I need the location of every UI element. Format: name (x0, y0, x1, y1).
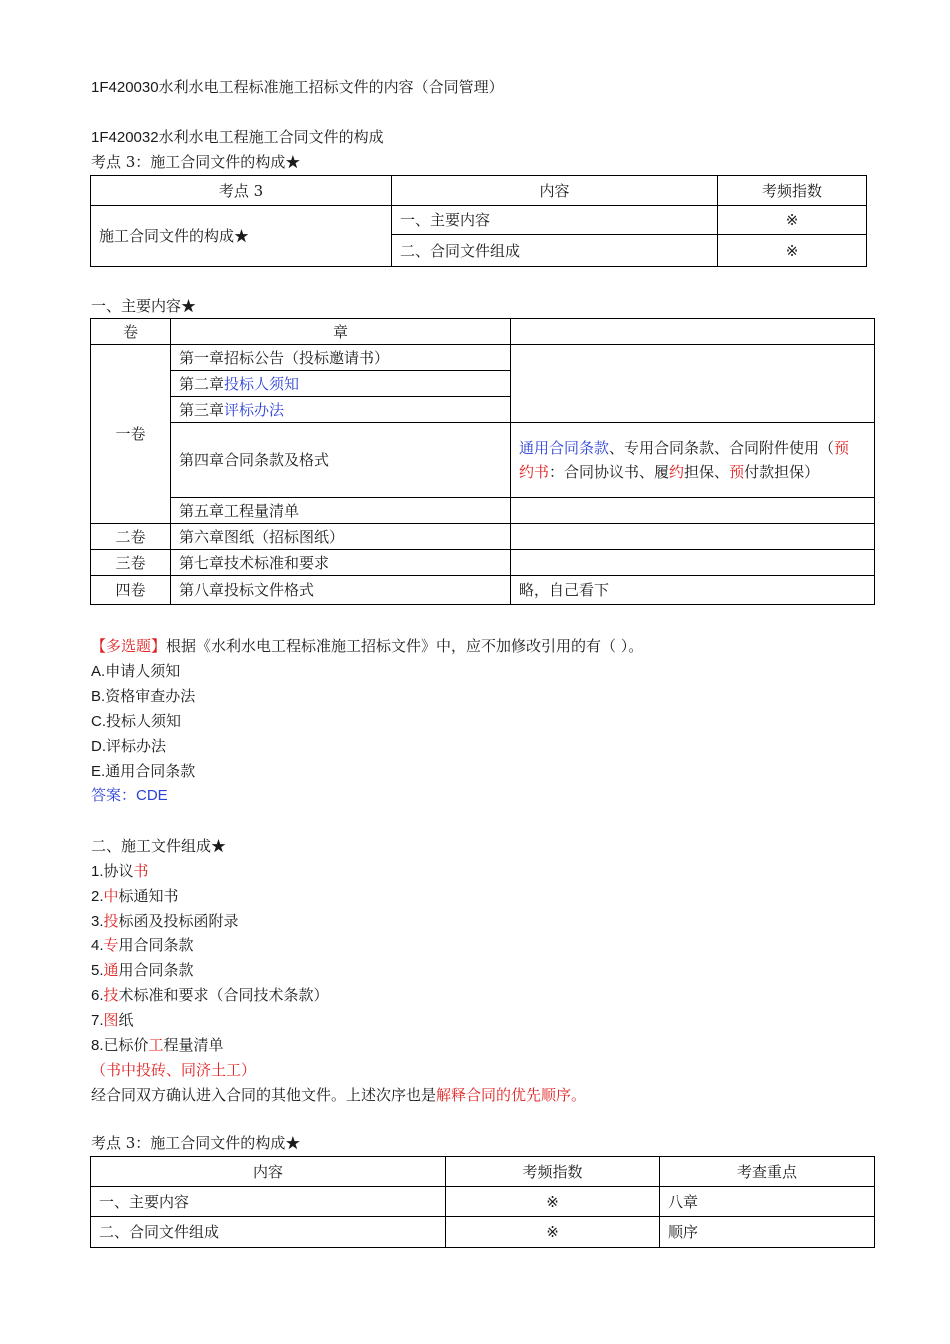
table-kaodian (90, 175, 867, 267)
chapter-2 (171, 371, 511, 397)
table-header-row (91, 319, 875, 345)
th-content: 内容 (91, 1157, 446, 1187)
option-text: 投标人须知 (106, 712, 182, 730)
table-row (91, 1217, 875, 1248)
note-empty (511, 345, 875, 423)
chapter-3-prefix: 第三章 (179, 400, 225, 419)
list-item (91, 960, 194, 981)
item-post: 程量清单 (163, 1036, 224, 1054)
chapter-2-prefix: 第二章 (179, 374, 225, 393)
question-text: 根据《水利水电工程标准施工招标文件》中，应不加修改引用的有（ ）。 (166, 637, 644, 655)
table-summary (90, 1156, 875, 1248)
list-item (91, 985, 329, 1006)
note-text-1: 、专用合同条款、合同附件使用（ (609, 439, 835, 457)
chapter-2-highlight: 投标人须知 (224, 374, 300, 393)
note-text-4: 付款担保） (744, 463, 820, 481)
th-freq: 考频指数 (718, 176, 867, 206)
chapter-5: 第五章工程量清单 (171, 498, 511, 524)
table-row (91, 524, 875, 550)
item-highlight: 专 (103, 936, 119, 954)
item-post: 标通知书 (118, 887, 179, 905)
heading-1-text: 水利水电工程标准施工招标文件的内容（合同管理） (158, 78, 504, 96)
th-freq: 考频指数 (446, 1157, 660, 1187)
kaodian-title-1: 考点 3：施工合同文件的构成★ (91, 153, 301, 171)
list-item (91, 1035, 224, 1056)
table-row (91, 498, 875, 524)
item-highlight: 投 (103, 912, 119, 930)
item-highlight: 中 (103, 887, 119, 905)
option-c (91, 711, 181, 732)
item-num: 4. (91, 937, 104, 954)
note-hl-yu: 预 (729, 463, 745, 481)
table-row (91, 345, 875, 371)
option-text: 评标办法 (106, 737, 167, 755)
list-item (91, 886, 179, 907)
option-a (91, 661, 180, 682)
table-row (91, 550, 875, 576)
th-chapter: 章 (171, 319, 511, 345)
table-header-row (91, 1157, 875, 1187)
item-num: 7. (91, 1012, 104, 1029)
cell-freq: ※ (446, 1217, 660, 1248)
item-post: 纸 (118, 1011, 134, 1029)
question-tag: 【多选题】 (91, 637, 167, 655)
chapter-6: 第六章图纸（招标图纸） (171, 524, 511, 550)
item-num: 3. (91, 913, 104, 930)
chapter-8: 第八章投标文件格式 (171, 576, 511, 605)
note-mnemonic: 预约书 (519, 439, 850, 481)
item-highlight: 书 (133, 862, 149, 880)
section-2-title: 二、施工文件组成★ (91, 837, 227, 855)
cell-freq: ※ (446, 1187, 660, 1217)
table-chapters (90, 318, 875, 605)
table-row (91, 206, 867, 235)
chapter-8-note: 略，自己看下 (511, 576, 875, 605)
mnemonic: （书中投砖、同济土工） (91, 1061, 257, 1079)
cell-content: 二、合同文件组成 (91, 1217, 446, 1248)
order-note (91, 1085, 586, 1105)
option-b (91, 686, 195, 707)
row-label: 施工合同文件的构成★ (91, 206, 392, 267)
item-num: 5. (91, 962, 104, 979)
item-highlight: 工 (148, 1036, 164, 1054)
heading-2-code: 1F420032 (91, 129, 159, 146)
item-highlight: 图 (103, 1011, 119, 1029)
item-post: 用合同条款 (118, 936, 194, 954)
volume-4: 四卷 (91, 576, 171, 605)
doc-heading-1 (91, 77, 504, 98)
cell-freq: ※ (718, 235, 867, 267)
order-note-highlight: 解释合同的优先顺序。 (436, 1086, 587, 1104)
note-general-terms: 通用合同条款 (519, 439, 610, 457)
volume-1: 一卷 (91, 345, 171, 524)
cell-content: 二、合同文件组成 (392, 235, 718, 267)
section-1-title: 一、主要内容★ (91, 297, 197, 315)
option-letter: E. (91, 763, 106, 780)
cell-freq: ※ (718, 206, 867, 235)
cell-content: 一、主要内容 (392, 206, 718, 235)
answer: 答案：CDE (91, 787, 168, 804)
cell-focus: 八章 (660, 1187, 875, 1217)
option-text: 申请人须知 (105, 662, 181, 680)
order-note-text: 经合同双方确认进入合同的其他文件。上述次序也是 (91, 1086, 437, 1104)
item-num: 8. (91, 1037, 104, 1054)
chapter-7: 第七章技术标准和要求 (171, 550, 511, 576)
th-note (511, 319, 875, 345)
option-letter: B. (91, 688, 106, 705)
note-text-3: 担保、 (684, 463, 730, 481)
list-item (91, 861, 149, 882)
kaodian-title-2: 考点 3：施工合同文件的构成★ (91, 1134, 301, 1152)
item-post: 标函及投标函附录 (118, 912, 239, 930)
heading-2-text: 水利水电工程施工合同文件的构成 (158, 128, 384, 146)
item-pre: 已标价 (103, 1036, 149, 1054)
chapter-3-highlight: 评标办法 (224, 400, 285, 419)
list-item (91, 1010, 134, 1031)
option-text: 资格审查办法 (105, 687, 196, 705)
table-row (91, 576, 875, 605)
volume-3: 三卷 (91, 550, 171, 576)
note-empty (511, 498, 875, 524)
option-letter: A. (91, 663, 106, 680)
option-e (91, 761, 195, 782)
item-post: 用合同条款 (118, 961, 194, 979)
option-letter: D. (91, 738, 106, 755)
item-num: 1. (91, 863, 104, 880)
item-post: 术标准和要求（合同技术条款） (118, 986, 329, 1004)
note-text-2: ：合同协议书、履 (549, 463, 670, 481)
volume-2: 二卷 (91, 524, 171, 550)
th-content: 内容 (392, 176, 718, 206)
item-highlight: 通 (103, 961, 119, 979)
note-hl-yue: 约 (669, 463, 685, 481)
item-pre: 协议 (103, 862, 134, 880)
item-num: 2. (91, 888, 104, 905)
table-row (91, 423, 875, 498)
list-item (91, 935, 194, 956)
list-item (91, 911, 239, 932)
chapter-3 (171, 397, 511, 423)
chapter-4-note (511, 423, 875, 498)
table-header-row (91, 176, 867, 206)
chapter-1: 第一章招标公告（投标邀请书） (171, 345, 511, 371)
note-empty (511, 524, 875, 550)
chapter-4: 第四章合同条款及格式 (171, 423, 511, 498)
item-highlight: 技 (103, 986, 119, 1004)
th-focus: 考查重点 (660, 1157, 875, 1187)
option-text: 通用合同条款 (105, 762, 196, 780)
doc-heading-2 (91, 127, 384, 148)
cell-content: 一、主要内容 (91, 1187, 446, 1217)
question-stem (91, 636, 643, 656)
option-letter: C. (91, 713, 106, 730)
option-d (91, 736, 166, 757)
heading-1-code: 1F420030 (91, 79, 159, 96)
cell-focus: 顺序 (660, 1217, 875, 1248)
th-kaodian: 考点 3 (91, 176, 392, 206)
table-row (91, 1187, 875, 1217)
th-volume: 卷 (91, 319, 171, 345)
note-empty (511, 550, 875, 576)
item-num: 6. (91, 987, 104, 1004)
